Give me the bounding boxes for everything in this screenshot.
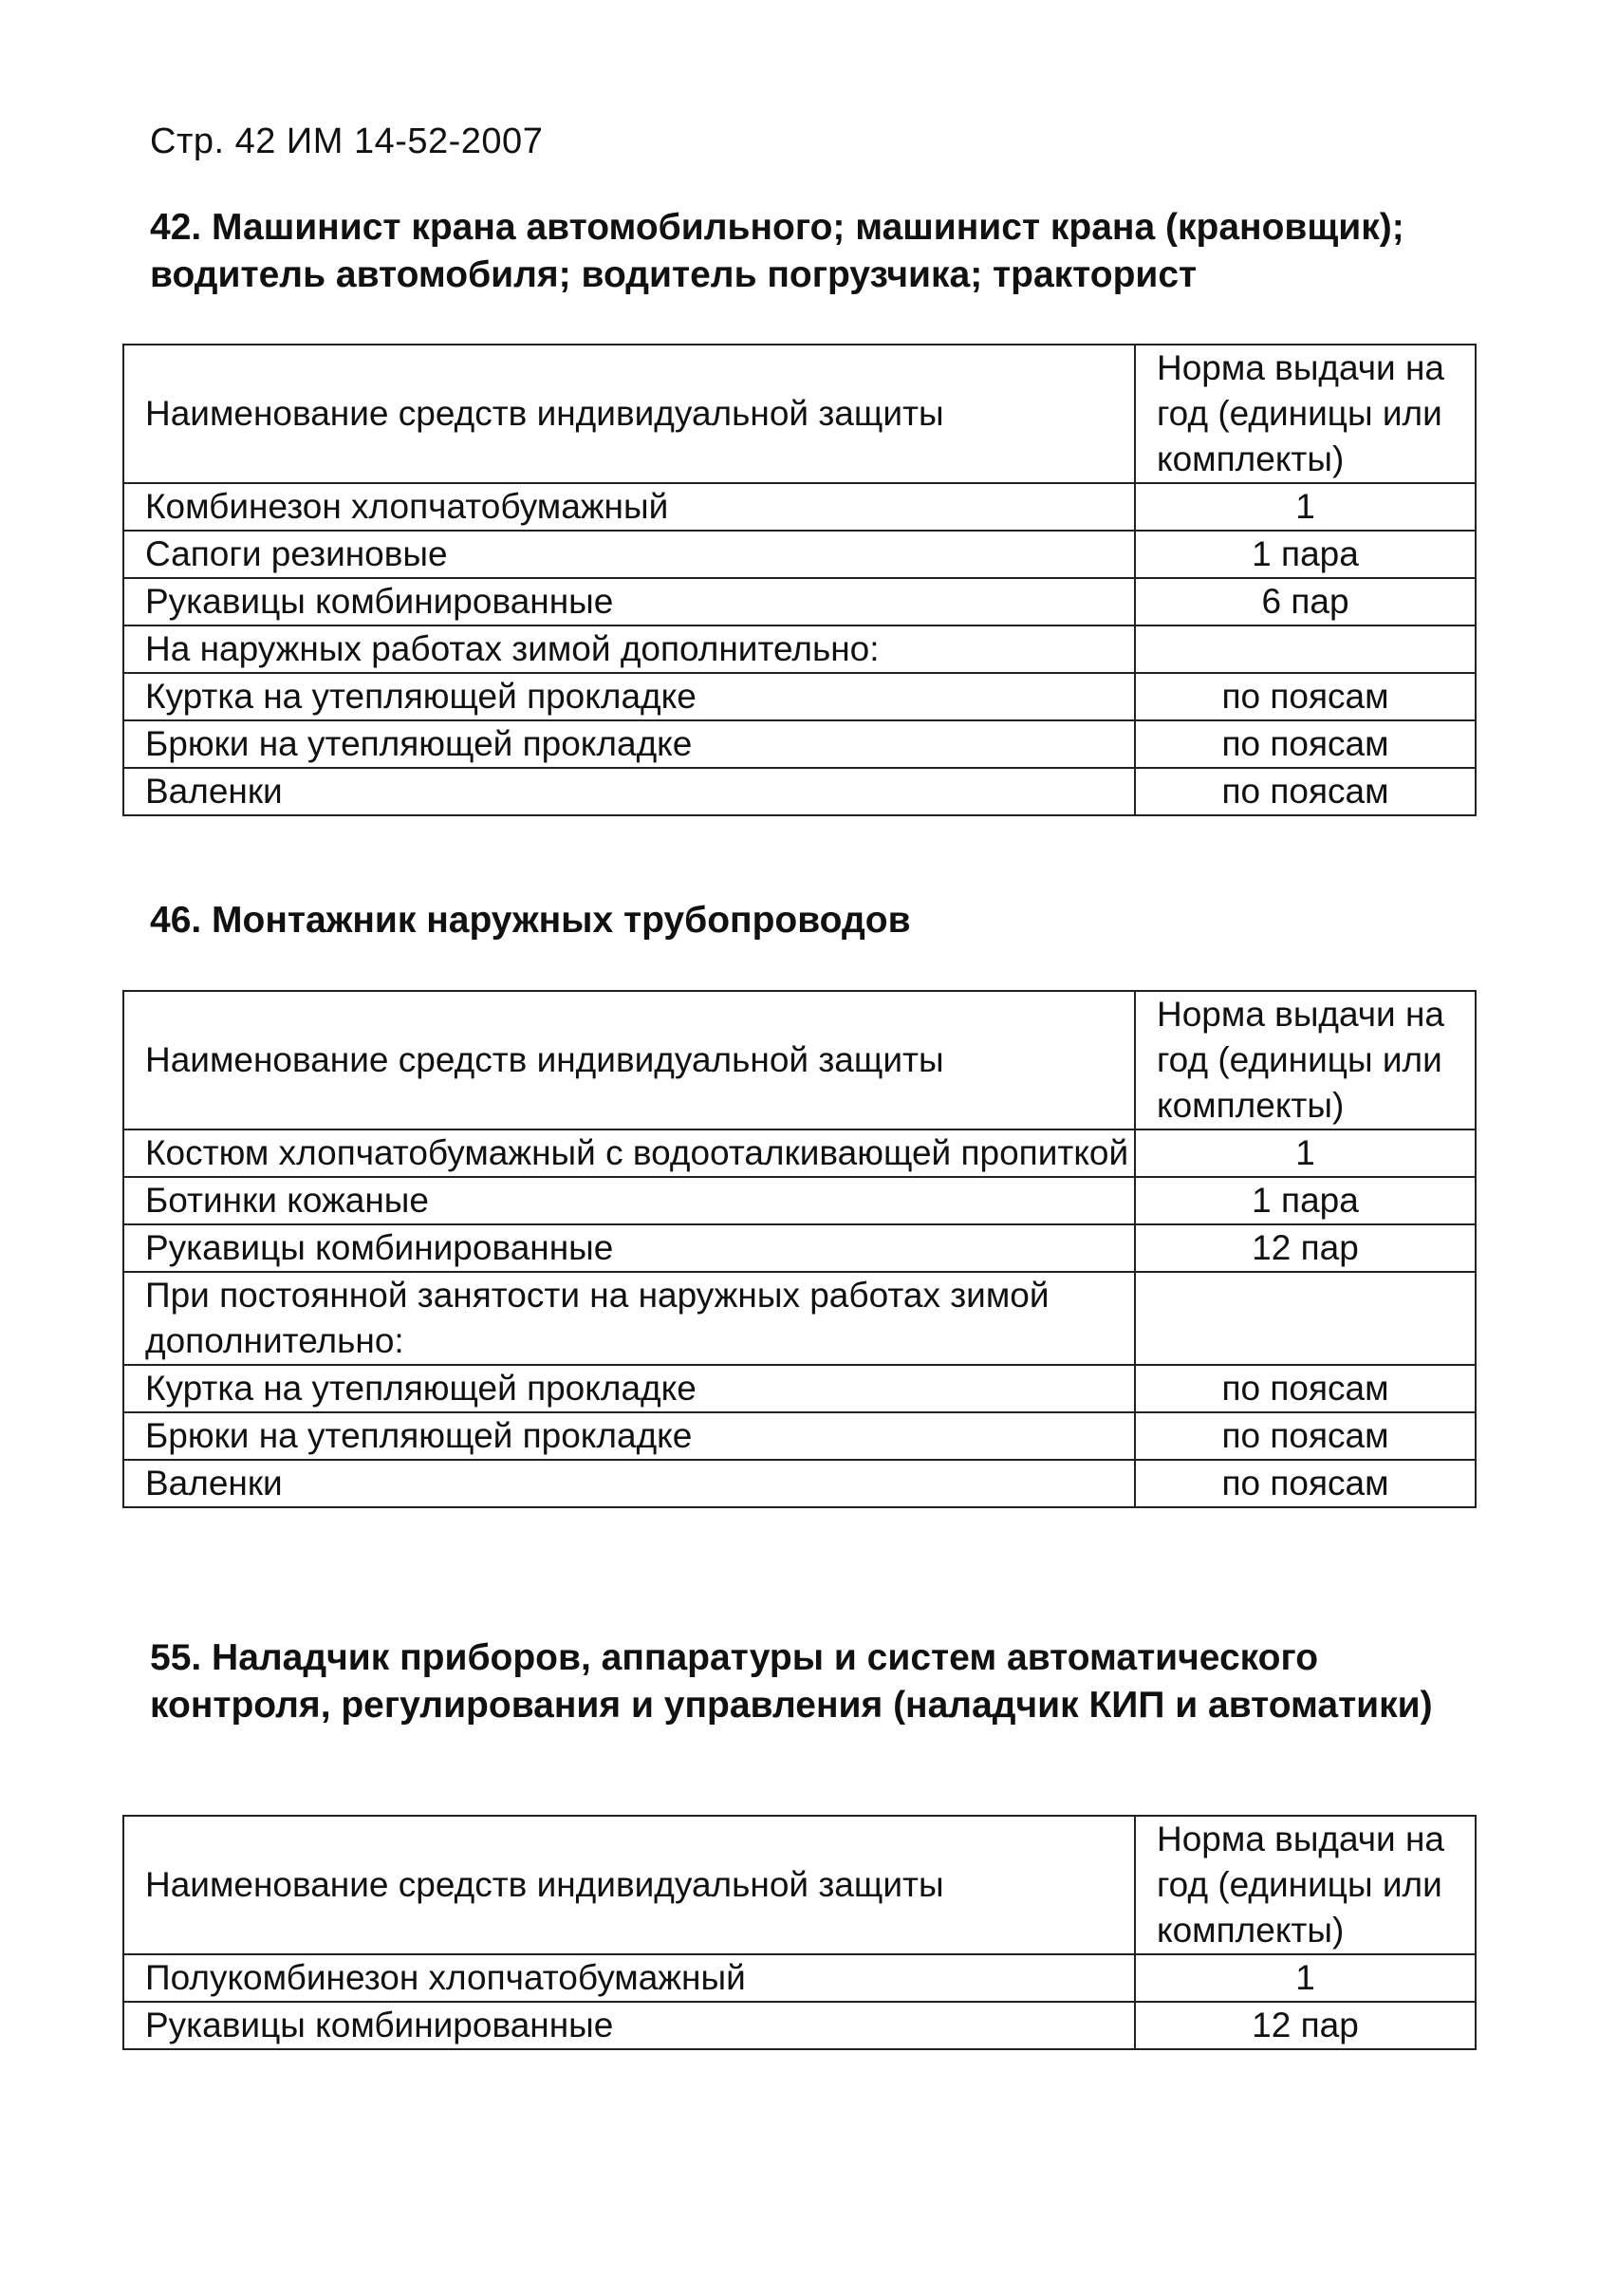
item-name: Костюм хлопчатобумажный с водооталкивающей пропиткой [123, 1129, 1135, 1177]
table-row [123, 1460, 1476, 1507]
section-title-42: 42. Машинист крана автомобильного; машинист крана (крановщик); водитель автомобиля; водитель погрузчика; тракторист [150, 207, 1404, 295]
table-row [123, 1129, 1476, 1177]
column-header-name: Наименование средств индивидуальной защиты [123, 345, 1135, 483]
table-row [123, 483, 1476, 531]
item-norm: 1 пара [1135, 531, 1476, 578]
item-name: Брюки на утепляющей прокладке [123, 720, 1135, 768]
section-title-46: 46. Монтажник наружных трубопроводов [150, 900, 911, 941]
item-norm: 6 пар [1135, 578, 1476, 625]
table-row [123, 625, 1476, 673]
item-norm: 12 пар [1135, 2002, 1476, 2049]
item-norm: 1 пара [1135, 1177, 1476, 1224]
column-header-norm: Норма выдачи на год (единицы или комплекты) [1135, 991, 1476, 1129]
column-header-name: Наименование средств индивидуальной защиты [123, 991, 1135, 1129]
item-name: Комбинезон хлопчатобумажный [123, 483, 1135, 531]
table-header-row [123, 1816, 1476, 1954]
table-row [123, 768, 1476, 815]
item-name: Полукомбинезон хлопчатобумажный [123, 1954, 1135, 2002]
norms-table-42 [122, 344, 1477, 816]
item-name: Рукавицы комбинированные [123, 2002, 1135, 2049]
item-name: Куртка на утепляющей прокладке [123, 673, 1135, 720]
item-norm: по поясам [1135, 720, 1476, 768]
item-norm: по поясам [1135, 768, 1476, 815]
item-norm: по поясам [1135, 1365, 1476, 1412]
table-header-row [123, 991, 1476, 1129]
column-header-norm: Норма выдачи на год (единицы или комплекты) [1135, 1816, 1476, 1954]
item-name: Рукавицы комбинированные [123, 1224, 1135, 1272]
table-row [123, 1177, 1476, 1224]
item-name: На наружных работах зимой дополнительно: [123, 625, 1135, 673]
item-name: Валенки [123, 1460, 1135, 1507]
table-row [123, 531, 1476, 578]
item-norm [1135, 1272, 1476, 1365]
table-row [123, 1365, 1476, 1412]
table-row [123, 1272, 1476, 1365]
item-norm: по поясам [1135, 673, 1476, 720]
norms-table-46 [122, 990, 1477, 1508]
item-norm: 1 [1135, 483, 1476, 531]
page-header: Стр. 42 ИМ 14-52-2007 [150, 121, 544, 161]
item-name: Рукавицы комбинированные [123, 578, 1135, 625]
table-row [123, 1954, 1476, 2002]
table-row [123, 673, 1476, 720]
section-title-55: 55. Наладчик приборов, аппаратуры и систем автоматического контроля, регулирования и управления (наладчик КИП и автоматики) [150, 1637, 1433, 1726]
item-name: Брюки на утепляющей прокладке [123, 1412, 1135, 1460]
item-name: Ботинки кожаные [123, 1177, 1135, 1224]
table-row [123, 720, 1476, 768]
item-norm [1135, 625, 1476, 673]
item-name: Сапоги резиновые [123, 531, 1135, 578]
item-norm: по поясам [1135, 1460, 1476, 1507]
table-row [123, 1412, 1476, 1460]
item-name: Куртка на утепляющей прокладке [123, 1365, 1135, 1412]
item-norm: 12 пар [1135, 1224, 1476, 1272]
item-norm: 1 [1135, 1954, 1476, 2002]
column-header-norm: Норма выдачи на год (единицы или комплекты) [1135, 345, 1476, 483]
table-header-row [123, 345, 1476, 483]
table-row [123, 2002, 1476, 2049]
item-name: При постоянной занятости на наружных работах зимой дополнительно: [123, 1272, 1135, 1365]
table-row [123, 578, 1476, 625]
item-norm: 1 [1135, 1129, 1476, 1177]
item-name: Валенки [123, 768, 1135, 815]
table-row [123, 1224, 1476, 1272]
column-header-name: Наименование средств индивидуальной защиты [123, 1816, 1135, 1954]
item-norm: по поясам [1135, 1412, 1476, 1460]
norms-table-55 [122, 1815, 1477, 2050]
